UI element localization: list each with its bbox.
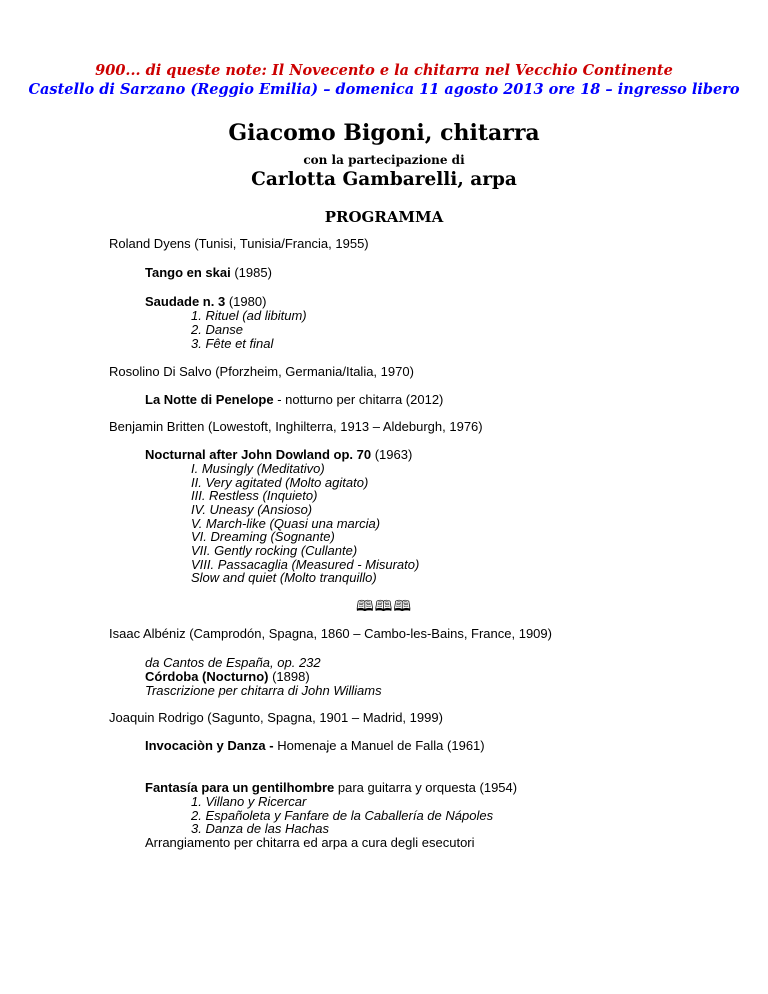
transcription-note: Trascrizione per chitarra di John Williams: [145, 683, 382, 698]
movement: Slow and quiet (Molto tranquillo): [191, 570, 377, 585]
movement: V. March-like (Quasi una marcia): [191, 516, 381, 531]
work-invocacion: [145, 738, 485, 753]
programma-heading: PROGRAMMA: [324, 208, 444, 226]
movement: VIII. Passacaglia (Measured - Misurato): [191, 557, 420, 572]
movement: 1. Villano y Ricercar: [191, 794, 307, 809]
work-description: para guitarra y orquesta (1954): [334, 780, 518, 795]
work-source: da Cantos de España, op. 232: [145, 655, 321, 670]
work-description: Homenaje a Manuel de Falla (1961): [273, 738, 485, 753]
work-title: La Notte di Penelope: [145, 392, 274, 407]
performer-title: Giacomo Bigoni, chitarra: [228, 120, 540, 146]
work-title: Tango en skai: [145, 265, 231, 280]
work-title: Nocturnal after John Dowland op. 70: [145, 447, 372, 462]
guest-performer: Carlotta Gambarelli, arpa: [251, 169, 517, 190]
work-fantasia: [145, 780, 517, 795]
concert-series-title: 900... di queste note: Il Novecento e la chitarra nel Vecchio Continente: [95, 62, 673, 79]
movement: 2. Españoleta y Fanfare de la Caballería de Nápoles: [191, 808, 494, 823]
composer-disalvo: Rosolino Di Salvo (Pforzheim, Germania/Italia, 1970): [109, 364, 414, 379]
movement: IV. Uneasy (Ansioso): [191, 502, 313, 517]
movement: 2. Danse: [191, 322, 244, 337]
composer-dyens: Roland Dyens (Tunisi, Tunisia/Francia, 1955): [109, 236, 369, 251]
movement: 3. Fête et final: [191, 336, 274, 351]
work-year: (1963): [371, 447, 413, 462]
movement: II. Very agitated (Molto agitato): [191, 475, 369, 490]
work-description: - notturno per chitarra (2012): [273, 392, 444, 407]
work-year: (1985): [230, 265, 272, 280]
movement: VI. Dreaming (Sognante): [191, 529, 335, 544]
arrangement-note: Arrangiamento per chitarra ed arpa a cura degli esecutori: [145, 835, 475, 850]
composer-rodrigo: Joaquin Rodrigo (Sagunto, Spagna, 1901 – Madrid, 1999): [109, 710, 443, 725]
composer-albeniz: Isaac Albéniz (Camprodón, Spagna, 1860 – Cambo-les-Bains, France, 1909): [109, 626, 552, 641]
with-participation-label: con la partecipazione di: [303, 153, 465, 167]
work-title: Invocaciòn y Danza -: [145, 738, 274, 753]
work-saudade: [145, 294, 266, 309]
work-notte-di-penelope: [145, 392, 443, 407]
work-year: (1898): [268, 669, 310, 684]
movement: I. Musingly (Meditativo): [191, 461, 325, 476]
work-title: Fantasía para un gentilhombre: [145, 780, 335, 795]
movement: III. Restless (Inquieto): [191, 488, 318, 503]
venue-date-line: Castello di Sarzano (Reggio Emilia) – domenica 11 agosto 2013 ore 18 – ingresso libero: [28, 81, 740, 98]
work-tango-en-skai: [145, 265, 272, 280]
work-nocturnal: [145, 447, 412, 462]
work-title: Córdoba (Nocturno): [145, 669, 269, 684]
book-icons-separator: 🕮🕮🕮: [355, 598, 413, 615]
movement: 3. Danza de las Hachas: [191, 821, 330, 836]
work-cordoba: [145, 669, 310, 684]
movement: 1. Rituel (ad libitum): [191, 308, 307, 323]
movement: VII. Gently rocking (Cullante): [191, 543, 358, 558]
work-year: (1980): [225, 294, 267, 309]
work-title: Saudade n. 3: [145, 294, 226, 309]
composer-britten: Benjamin Britten (Lowestoft, Inghilterra, 1913 – Aldeburgh, 1976): [109, 419, 483, 434]
